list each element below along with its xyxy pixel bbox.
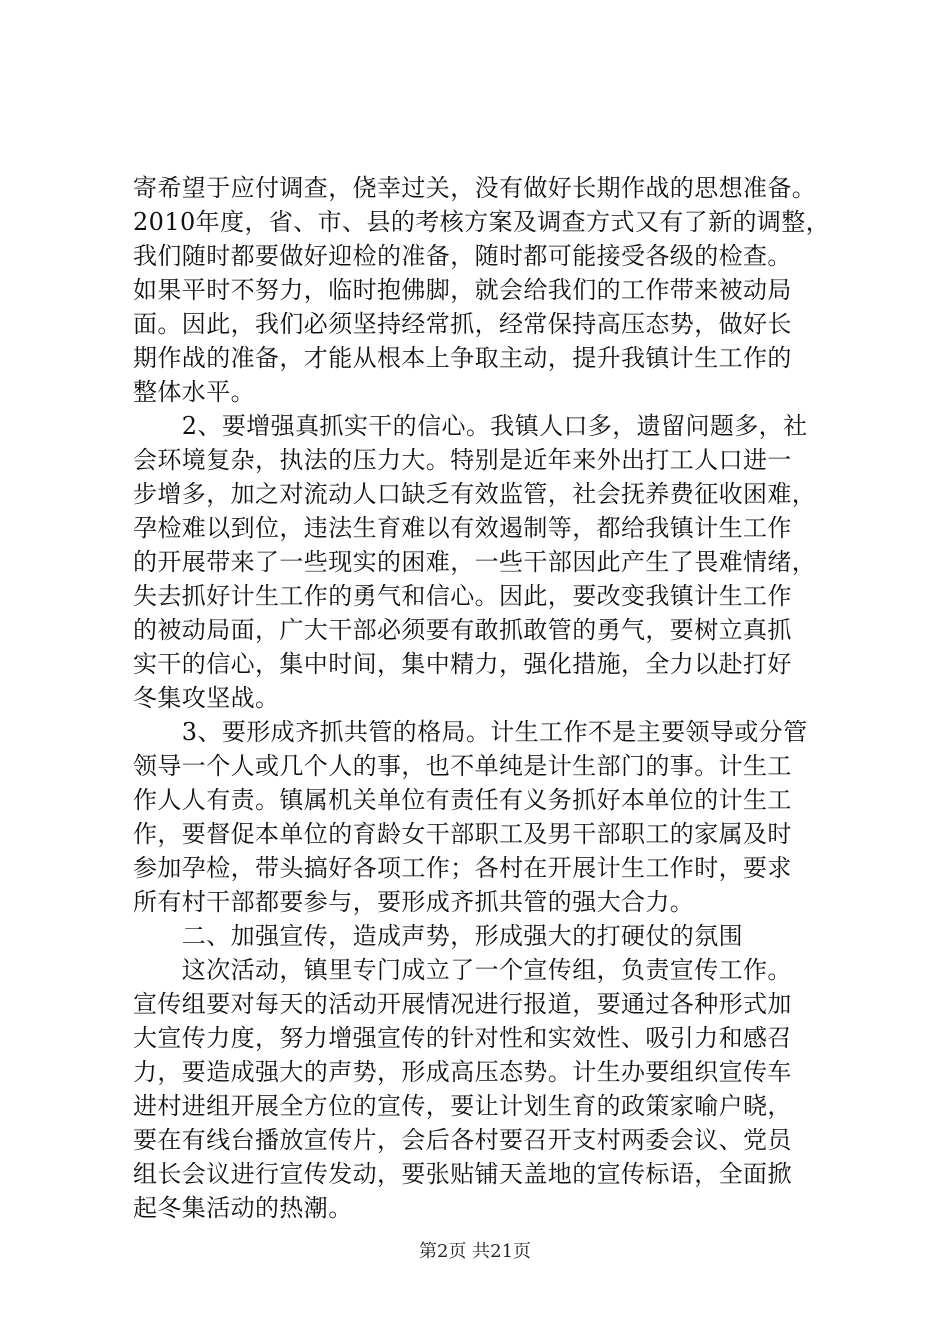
- text-line: 实干的信心，集中时间，集中精力，强化措施，全力以赴打好: [133, 650, 792, 678]
- text-line: 进村进组开展全方位的宣传，要让计划生育的政策家喻户晓，: [133, 1092, 792, 1120]
- text-line: 我们随时都要做好迎检的准备，随时都可能接受各级的检查。: [133, 242, 792, 270]
- text-line: 2010年度，省、市、县的考核方案及调查方式又有了新的调整，: [133, 208, 831, 236]
- text-line: 冬集攻坚战。: [133, 684, 280, 712]
- text-line: 2、要增强真抓实干的信心。我镇人口多，遗留问题多，社: [133, 412, 808, 440]
- text-line: 所有村干部都要参与，要形成齐抓共管的强大合力。: [133, 888, 695, 916]
- text-line: 宣传组要对每天的活动开展情况进行报道，要通过各种形式加: [133, 990, 792, 1018]
- text-line: 3、要形成齐抓共管的格局。计生工作不是主要领导或分管: [133, 718, 808, 746]
- text-line: 领导一个人或几个人的事，也不单纯是计生部门的事。计生工: [133, 752, 792, 780]
- text-line: 作，要督促本单位的育龄女干部职工及男干部职工的家属及时: [133, 820, 792, 848]
- text-line: 起冬集活动的热潮。: [133, 1194, 353, 1222]
- text-line: 的开展带来了一些现实的困难，一些干部因此产生了畏难情绪，: [133, 548, 817, 576]
- text-line: 大宣传力度，努力增强宣传的针对性和实效性、吸引力和感召: [133, 1024, 792, 1052]
- section-heading: 二、加强宣传，造成声势，形成强大的打硬仗的氛围: [133, 922, 743, 950]
- text-line: 力，要造成强大的声势，形成高压态势。计生办要组织宣传车: [133, 1058, 792, 1086]
- text-line: 失去抓好计生工作的勇气和信心。因此，要改变我镇计生工作: [133, 582, 792, 610]
- text-line: 的被动局面，广大干部必须要有敢抓敢管的勇气，要树立真抓: [133, 616, 792, 644]
- text-line: 会环境复杂，执法的压力大。特别是近年来外出打工人口进一: [133, 446, 792, 474]
- text-line: 组长会议进行宣传发动，要张贴铺天盖地的宣传标语，全面掀: [133, 1160, 792, 1188]
- page-number-label: 第2页 共21页: [418, 1241, 532, 1262]
- text-line: 这次活动，镇里专门成立了一个宣传组，负责宣传工作。: [133, 956, 792, 984]
- text-line: 步增多，加之对流动人口缺乏有效监管，社会抚养费征收困难，: [133, 480, 817, 508]
- text-line: 期作战的准备，才能从根本上争取主动，提升我镇计生工作的: [133, 344, 792, 372]
- text-line: 寄希望于应付调查，侥幸过关，没有做好长期作战的思想准备。: [133, 174, 817, 202]
- text-line: 整体水平。: [133, 378, 255, 406]
- text-line: 如果平时不努力，临时抱佛脚，就会给我们的工作带来被动局: [133, 276, 792, 304]
- text-line: 要在有线台播放宣传片，会后各村要召开支村两委会议、党员: [133, 1126, 792, 1154]
- text-line: 作人人有责。镇属机关单位有责任有义务抓好本单位的计生工: [133, 786, 792, 814]
- page-footer: [0, 1241, 950, 1263]
- text-line: 孕检难以到位，违法生育难以有效遏制等，都给我镇计生工作: [133, 514, 792, 542]
- text-line: 面。因此，我们必须坚持经常抓，经常保持高压态势，做好长: [133, 310, 792, 338]
- text-line: 参加孕检，带头搞好各项工作；各村在开展计生工作时，要求: [133, 854, 792, 882]
